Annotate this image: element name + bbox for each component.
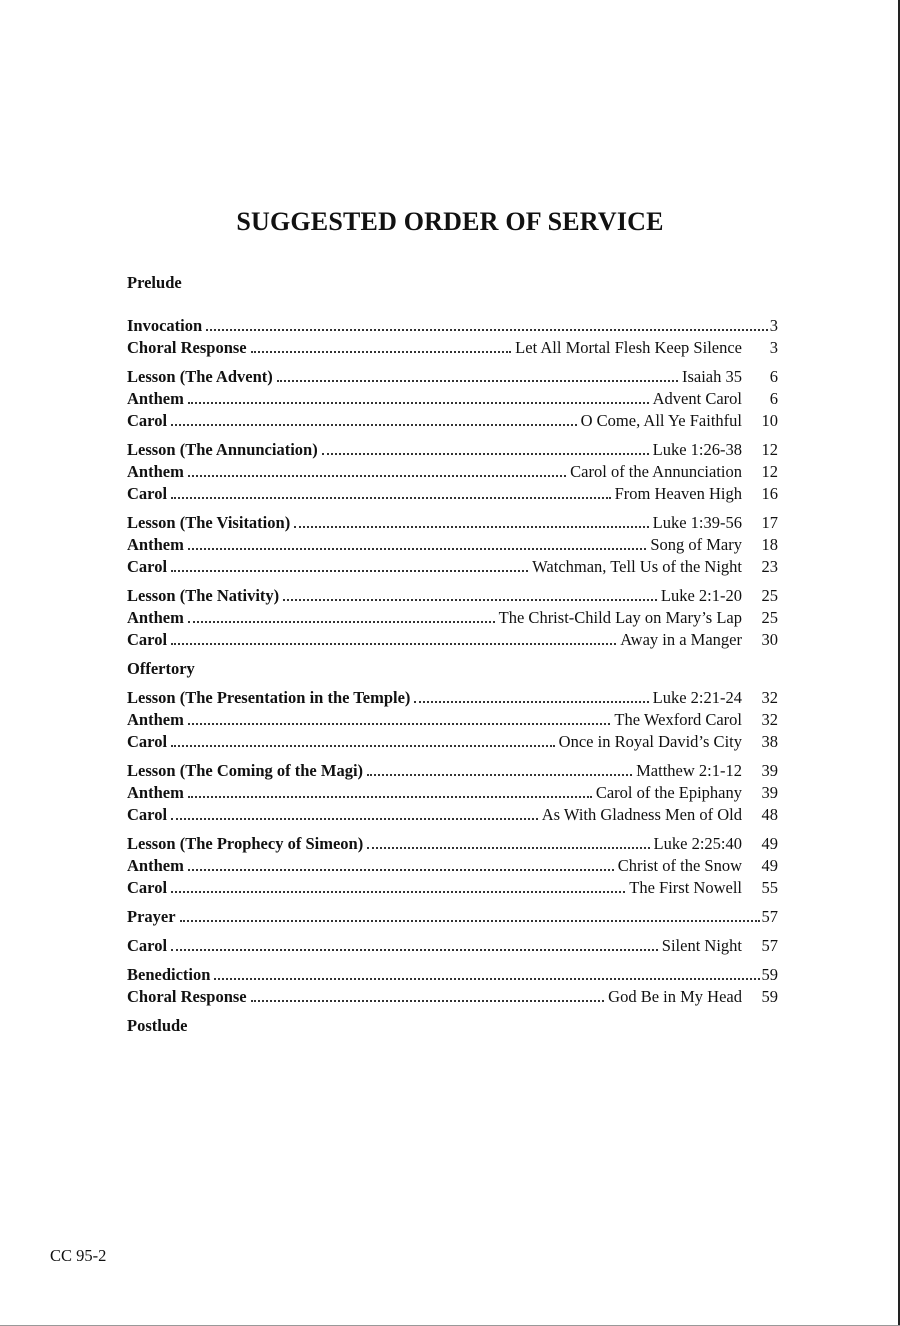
entry-label: Lesson (The Annunciation) bbox=[127, 440, 318, 459]
service-entry bbox=[127, 439, 778, 461]
entry-label: Carol bbox=[127, 484, 168, 503]
entry-page-number: 39 bbox=[761, 783, 778, 802]
service-entry bbox=[127, 366, 778, 388]
entry-label: Anthem bbox=[127, 710, 184, 729]
entry-page-number: 39 bbox=[761, 761, 778, 780]
entry-work-title: Carol of the Epiphany bbox=[595, 783, 742, 802]
dot-leader bbox=[171, 643, 616, 645]
dot-leader bbox=[367, 774, 632, 776]
dot-leader bbox=[188, 796, 592, 798]
service-entry bbox=[127, 855, 778, 877]
entry-work-title: Luke 2:21-24 bbox=[652, 688, 742, 707]
dot-leader bbox=[188, 548, 646, 550]
entry-label: Prayer bbox=[127, 907, 176, 926]
entry-work-title: Matthew 2:1-12 bbox=[636, 761, 742, 780]
dot-leader bbox=[294, 526, 648, 528]
service-group bbox=[127, 585, 778, 651]
service-entry bbox=[127, 483, 778, 505]
service-entry bbox=[127, 585, 778, 607]
entry-label: Lesson (The Presentation in the Temple) bbox=[127, 688, 411, 707]
entry-label: Carol bbox=[127, 630, 168, 649]
entry-work-title: The First Nowell bbox=[629, 878, 742, 897]
entry-label: Carol bbox=[127, 878, 168, 897]
dot-leader bbox=[171, 497, 611, 499]
service-entry bbox=[127, 556, 778, 578]
service-group bbox=[127, 833, 778, 899]
entry-page-number: 18 bbox=[761, 535, 778, 554]
entry-page-number: 57 bbox=[761, 936, 778, 955]
dot-leader bbox=[188, 402, 649, 404]
dot-leader bbox=[251, 351, 512, 353]
offertory-heading: Offertory bbox=[127, 659, 195, 678]
entry-label: Carol bbox=[127, 936, 168, 955]
entry-page-number: 49 bbox=[761, 834, 778, 853]
service-entry bbox=[127, 410, 778, 432]
dot-leader bbox=[322, 453, 649, 455]
entry-label: Carol bbox=[127, 411, 168, 430]
entry-label: Lesson (The Coming of the Magi) bbox=[127, 761, 364, 780]
service-entry bbox=[127, 935, 778, 957]
service-entry bbox=[127, 877, 778, 899]
entry-page-number: 6 bbox=[769, 367, 778, 386]
service-entry bbox=[127, 388, 778, 410]
prelude-heading: Prelude bbox=[127, 273, 182, 292]
entry-label: Lesson (The Visitation) bbox=[127, 513, 291, 532]
entry-label: Lesson (The Advent) bbox=[127, 367, 273, 386]
page-title: SUGGESTED ORDER OF SERVICE bbox=[236, 207, 664, 236]
entry-label: Anthem bbox=[127, 462, 184, 481]
service-group bbox=[127, 366, 778, 432]
entry-work-title: Advent Carol bbox=[652, 389, 742, 408]
entry-page-number: 32 bbox=[761, 688, 778, 707]
entry-label: Anthem bbox=[127, 783, 184, 802]
entry-page-number: 17 bbox=[761, 513, 778, 532]
dot-leader bbox=[180, 920, 760, 922]
service-entry bbox=[127, 731, 778, 753]
entry-page-number: 49 bbox=[761, 856, 778, 875]
entry-work-title: Silent Night bbox=[661, 936, 742, 955]
service-entry bbox=[127, 760, 778, 782]
service-entry bbox=[127, 512, 778, 534]
service-group bbox=[127, 687, 778, 753]
entry-work-title: The Wexford Carol bbox=[614, 710, 742, 729]
entry-label: Invocation bbox=[127, 316, 203, 335]
service-entry bbox=[127, 461, 778, 483]
entry-page-number: 16 bbox=[761, 484, 778, 503]
entry-work-title: As With Gladness Men of Old bbox=[541, 805, 742, 824]
entry-page-number: 38 bbox=[761, 732, 778, 751]
postlude-heading: Postlude bbox=[127, 1016, 188, 1035]
service-entry bbox=[127, 337, 778, 359]
service-entry bbox=[127, 804, 778, 826]
entry-work-title: Luke 2:25:40 bbox=[653, 834, 742, 853]
entry-work-title: Christ of the Snow bbox=[617, 856, 742, 875]
entry-work-title: Once in Royal David’s City bbox=[558, 732, 742, 751]
entry-page-number: 12 bbox=[761, 462, 778, 481]
dot-leader bbox=[188, 621, 495, 623]
entry-label: Carol bbox=[127, 805, 168, 824]
entry-page-number: 12 bbox=[761, 440, 778, 459]
service-group bbox=[127, 964, 778, 1008]
service-entry bbox=[127, 833, 778, 855]
entry-work-title: Song of Mary bbox=[650, 535, 742, 554]
entry-page-number: 3 bbox=[769, 338, 778, 357]
entry-label: Carol bbox=[127, 557, 168, 576]
service-entry bbox=[127, 906, 778, 928]
dot-leader bbox=[171, 424, 577, 426]
service-entry bbox=[127, 782, 778, 804]
service-group bbox=[127, 906, 778, 928]
service-group bbox=[127, 439, 778, 505]
dot-leader bbox=[171, 818, 538, 820]
entry-label: Anthem bbox=[127, 389, 184, 408]
entry-page-number: 32 bbox=[761, 710, 778, 729]
entry-work-title: God Be in My Head bbox=[608, 987, 742, 1006]
service-groups-before-offertory bbox=[127, 315, 778, 651]
entry-label: Anthem bbox=[127, 608, 184, 627]
entry-label: Benediction bbox=[127, 965, 211, 984]
entry-work-title: The Christ-Child Lay on Mary’s Lap bbox=[498, 608, 742, 627]
entry-page-number: 25 bbox=[761, 608, 778, 627]
service-entry bbox=[127, 315, 778, 337]
entry-page-number: 6 bbox=[769, 389, 778, 408]
dot-leader bbox=[188, 869, 614, 871]
entry-work-title: Luke 2:1-20 bbox=[660, 586, 742, 605]
entry-page-number: 30 bbox=[761, 630, 778, 649]
entry-page-number: 55 bbox=[761, 878, 778, 897]
entry-work-title: Away in a Manger bbox=[620, 630, 742, 649]
entry-page-number: 3 bbox=[769, 316, 778, 335]
catalog-code: CC 95-2 bbox=[50, 1246, 107, 1265]
service-entry bbox=[127, 687, 778, 709]
dot-leader bbox=[277, 380, 678, 382]
entry-work-title: Isaiah 35 bbox=[681, 367, 742, 386]
entry-page-number: 48 bbox=[761, 805, 778, 824]
service-entry bbox=[127, 534, 778, 556]
dot-leader bbox=[171, 891, 625, 893]
service-entry bbox=[127, 964, 778, 986]
service-groups-after-offertory bbox=[127, 687, 778, 1008]
dot-leader bbox=[171, 570, 528, 572]
dot-leader bbox=[283, 599, 657, 601]
entry-work-title: Let All Mortal Flesh Keep Silence bbox=[515, 338, 742, 357]
service-group bbox=[127, 315, 778, 359]
entry-page-number: 10 bbox=[761, 411, 778, 430]
entry-label: Choral Response bbox=[127, 987, 247, 1006]
service-entry bbox=[127, 607, 778, 629]
entry-page-number: 59 bbox=[761, 987, 778, 1006]
order-of-service-list bbox=[127, 272, 778, 1044]
entry-label: Lesson (The Nativity) bbox=[127, 586, 280, 605]
dot-leader bbox=[171, 949, 658, 951]
service-entry bbox=[127, 629, 778, 651]
entry-work-title: Luke 1:26-38 bbox=[652, 440, 742, 459]
entry-label: Anthem bbox=[127, 535, 184, 554]
entry-label: Carol bbox=[127, 732, 168, 751]
entry-page-number: 57 bbox=[761, 907, 778, 926]
dot-leader bbox=[171, 745, 555, 747]
service-entry bbox=[127, 709, 778, 731]
dot-leader bbox=[188, 475, 566, 477]
entry-page-number: 25 bbox=[761, 586, 778, 605]
dot-leader bbox=[214, 978, 759, 980]
dot-leader bbox=[251, 1000, 605, 1002]
entry-label: Lesson (The Prophecy of Simeon) bbox=[127, 834, 364, 853]
entry-work-title: Carol of the Annunciation bbox=[570, 462, 742, 481]
service-group bbox=[127, 760, 778, 826]
entry-work-title: O Come, All Ye Faithful bbox=[580, 411, 742, 430]
service-group bbox=[127, 935, 778, 957]
dot-leader bbox=[367, 847, 649, 849]
dot-leader bbox=[206, 329, 768, 331]
entry-label: Choral Response bbox=[127, 338, 247, 357]
entry-work-title: Watchman, Tell Us of the Night bbox=[532, 557, 742, 576]
entry-page-number: 59 bbox=[761, 965, 778, 984]
entry-page-number: 23 bbox=[761, 557, 778, 576]
dot-leader bbox=[414, 701, 648, 703]
entry-work-title: From Heaven High bbox=[614, 484, 742, 503]
service-entry bbox=[127, 986, 778, 1008]
entry-label: Anthem bbox=[127, 856, 184, 875]
entry-work-title: Luke 1:39-56 bbox=[652, 513, 742, 532]
dot-leader bbox=[188, 723, 611, 725]
service-group bbox=[127, 512, 778, 578]
